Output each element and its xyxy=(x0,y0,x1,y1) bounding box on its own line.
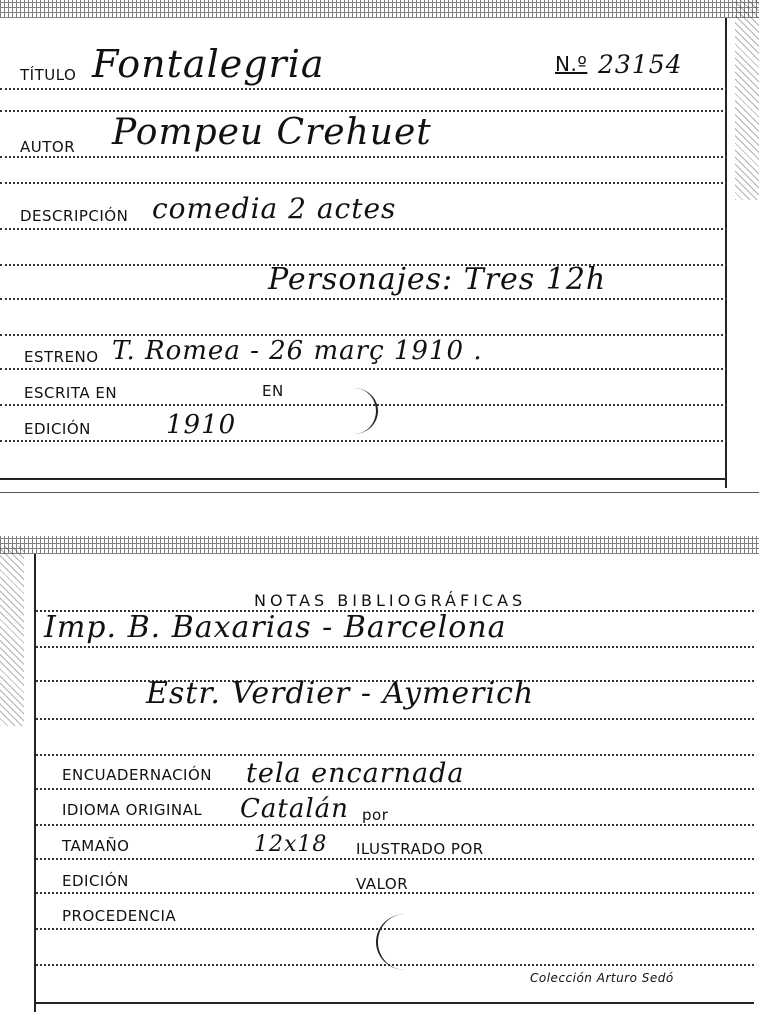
card-left-border xyxy=(34,554,36,1012)
punch-hole xyxy=(330,388,378,434)
hand-personajes: Personajes: Tres 12h xyxy=(268,262,607,297)
hand-autor: Pompeu Crehuet xyxy=(112,112,432,153)
label-por: por xyxy=(362,806,389,824)
card-bottom-border-2 xyxy=(34,1002,754,1004)
catalog-card-top xyxy=(0,0,759,492)
rule-notas-5 xyxy=(36,754,754,756)
rule-2 xyxy=(0,182,727,184)
label-procedencia: PROCEDENCIA xyxy=(62,907,177,925)
label-escrita-en: ESCRITA EN xyxy=(24,384,118,402)
hand-notas-line2: Estr. Verdier - Aymerich xyxy=(146,676,535,711)
heading-notas: NOTAS BIBLIOGRÁFICAS xyxy=(254,591,527,610)
label-coleccion: Colección Arturo Sedó xyxy=(530,971,674,985)
rule-tamano xyxy=(36,858,754,860)
label-idioma-original: IDIOMA ORIGINAL xyxy=(62,801,203,819)
rule-notas-4 xyxy=(36,718,754,720)
scan-noise-bottom xyxy=(0,536,759,554)
scan-noise-right xyxy=(735,0,759,200)
label-estreno: ESTRENO xyxy=(24,348,99,366)
punch-hole-2 xyxy=(376,914,434,970)
label-number: N.º xyxy=(555,52,588,76)
hand-titulo: Fontalegria xyxy=(92,42,325,86)
scan-noise-top xyxy=(0,0,759,18)
rule-descripcion xyxy=(0,228,727,230)
hand-estreno: T. Romea - 26 març 1910 . xyxy=(112,336,483,366)
label-en: EN xyxy=(262,382,284,400)
label-descripcion: DESCRIPCIÓN xyxy=(20,207,129,225)
hand-descripcion: comedia 2 actes xyxy=(152,192,397,225)
rule-titulo xyxy=(0,88,727,90)
scan-noise-left xyxy=(0,546,24,726)
rule-estreno xyxy=(0,368,727,370)
hand-edicion: 1910 xyxy=(166,410,237,440)
label-valor: VALOR xyxy=(356,875,409,893)
hand-number: 23154 xyxy=(598,50,683,79)
hand-idioma: Catalán xyxy=(240,794,349,824)
label-autor: AUTOR xyxy=(20,138,76,156)
hand-notas-line1: Imp. B. Baxarias - Barcelona xyxy=(44,610,507,645)
rule-autor xyxy=(0,156,727,158)
rule-4 xyxy=(0,298,727,300)
cards-divider xyxy=(0,492,759,493)
label-edicion-2: EDICIÓN xyxy=(62,872,129,890)
label-tamano: TAMAÑO xyxy=(62,837,130,855)
label-edicion: EDICIÓN xyxy=(24,420,91,438)
label-encuadernacion: ENCUADERNACIÓN xyxy=(62,766,213,784)
hand-encuadernacion: tela encarnada xyxy=(246,758,465,789)
rule-edicion xyxy=(0,440,727,442)
rule-notas-2 xyxy=(36,646,754,648)
label-ilustrado-por: ILUSTRADO POR xyxy=(356,840,484,858)
label-titulo: TÍTULO xyxy=(20,66,77,84)
catalog-card-bottom xyxy=(0,536,759,1028)
hand-tamano: 12x18 xyxy=(254,832,328,857)
card-bottom-border xyxy=(0,478,727,480)
rule-idioma xyxy=(36,824,754,826)
